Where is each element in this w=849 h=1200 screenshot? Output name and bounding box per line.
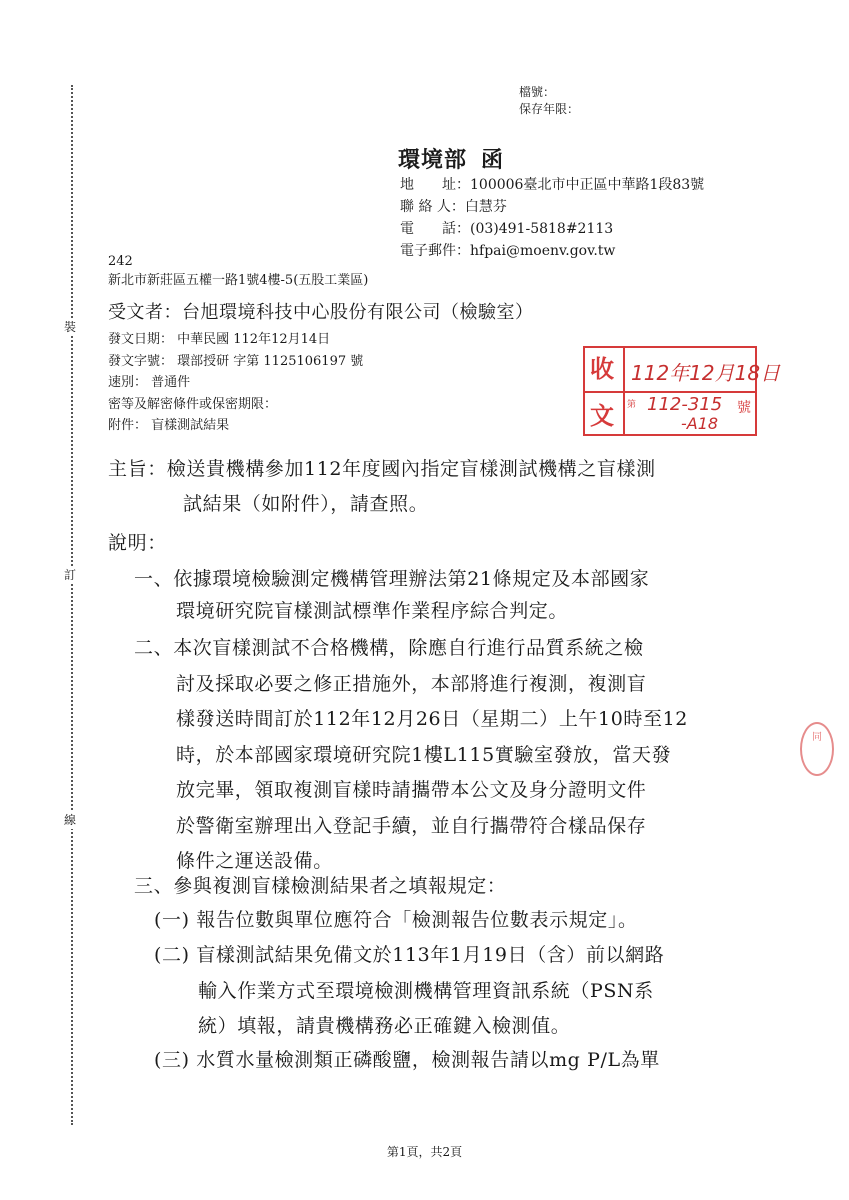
contact-phone-row [400,218,704,240]
item-2-line-6: 於警衛室辦理出入登記手續，並自行攜帶符合樣品保存 [176,815,647,837]
phone-value: (03)491-5818#2113 [470,221,614,237]
stamp-handwritten-number: 112-315 [647,394,723,415]
email-value: hfpai@moenv.gov.tw [470,243,616,259]
stamp-handwritten-suffix: -A18 [681,414,719,433]
item-1-line-1: 一、依據環境檢驗測定機構管理辦法第21條規定及本部國家 [134,568,650,590]
subject-line-1: 主旨：檢送貴機構參加112年度國內指定盲樣測試機構之盲樣測 [108,458,656,480]
stamp-no-end: 號 [737,400,751,416]
item-3-line-1: 三、參與複測盲樣檢測結果者之填報規定： [134,875,507,897]
page-number: 第1頁，共2頁 [386,1145,463,1159]
document-number: 發文字號： 環部授研 字第 1125106197 號 [108,353,364,369]
binding-line [71,85,73,1125]
contact-address-row [400,174,704,196]
item-2-line-2: 討及採取必要之修正措施外，本部將進行複測，複測盲 [176,673,647,695]
recipient-address [108,252,368,290]
binding-char-ding: 訂 [64,568,77,582]
explanation-label: 說明： [108,532,167,554]
item-3a: (一) 報告位數與單位應符合「檢測報告位數表示規定」。 [154,909,638,931]
received-stamp [583,346,781,436]
phone-label: 電 話： [400,221,470,237]
item-2-line-3: 樣發送時間訂於112年12月26日（星期二）上午10時至12 [176,708,688,730]
recipient-label: 受文者： [108,302,182,323]
document-meta [108,329,363,437]
address-value: 100006臺北市中正區中華路1段83號 [470,177,705,193]
item-2-line-5: 放完畢，領取複測盲樣時請攜帶本公文及身分證明文件 [176,779,647,801]
issue-date: 發文日期： 中華民國 112年12月14日 [108,332,331,347]
file-meta [519,84,579,118]
delivery-speed: 速別： 普通件 [108,375,191,390]
contact-email-row [400,240,704,262]
recipient-line [108,298,534,324]
secrecy-level: 密等及解密條件或保密期限： [108,396,278,412]
stamp-no-prefix: 第 [627,400,637,410]
person-label: 聯 絡 人： [400,199,465,215]
item-3b-line-1: (二) 盲樣測試結果免備文於113年1月19日（含）前以網路 [154,944,665,966]
binding-char-zhuang: 裝 [64,320,77,334]
recipient-street-address: 新北市新莊區五權一路1號4樓-5(五股工業區) [108,273,369,288]
item-2-line-1: 二、本次盲樣測試不合格機構，除應自行進行品質系統之檢 [134,637,644,659]
postal-code: 242 [108,254,133,269]
item-2-line-7: 條件之運送設備。 [176,850,333,872]
contact-person-row [400,196,704,218]
attachment: 附件： 盲樣測試結果 [108,418,230,433]
recipient-name: 台旭環境科技中心股份有限公司（檢驗室） [182,302,534,323]
item-3c-line-1: (三) 水質水量檢測類正磷酸鹽，檢測報告請以mg P/L為單 [154,1049,660,1071]
binding-char-xian: 線 [64,813,77,827]
document-type: 函 [481,147,505,173]
address-label: 地 址： [400,177,470,193]
document-title [398,143,504,174]
item-3b-line-3: 統）填報，請貴機構務必正確鍵入檢測值。 [198,1015,571,1037]
file-no-label: 檔號： [519,85,556,99]
stamp-doc-char: 文 [590,401,614,430]
item-1-line-2: 環境研究院盲樣測試標準作業程序綜合判定。 [176,600,569,622]
side-seal: 同 [800,722,834,776]
stamp-handwritten-date: 112年12月18日 [631,361,781,385]
item-3b-line-2: 輸入作業方式至環境檢測機構管理資訊系統（PSN系 [198,980,654,1002]
retention-label: 保存年限： [519,102,580,116]
person-value: 白慧芬 [464,199,507,215]
issuing-org: 環境部 [398,147,468,173]
contact-block [400,174,704,262]
subject-line-2: 試結果（如附件），請查照。 [183,493,429,515]
stamp-received-char: 收 [590,354,614,383]
email-label: 電子郵件： [400,243,470,259]
item-2-line-4: 時，於本部國家環境研究院1樓L115實驗室發放，當天發 [176,744,672,766]
